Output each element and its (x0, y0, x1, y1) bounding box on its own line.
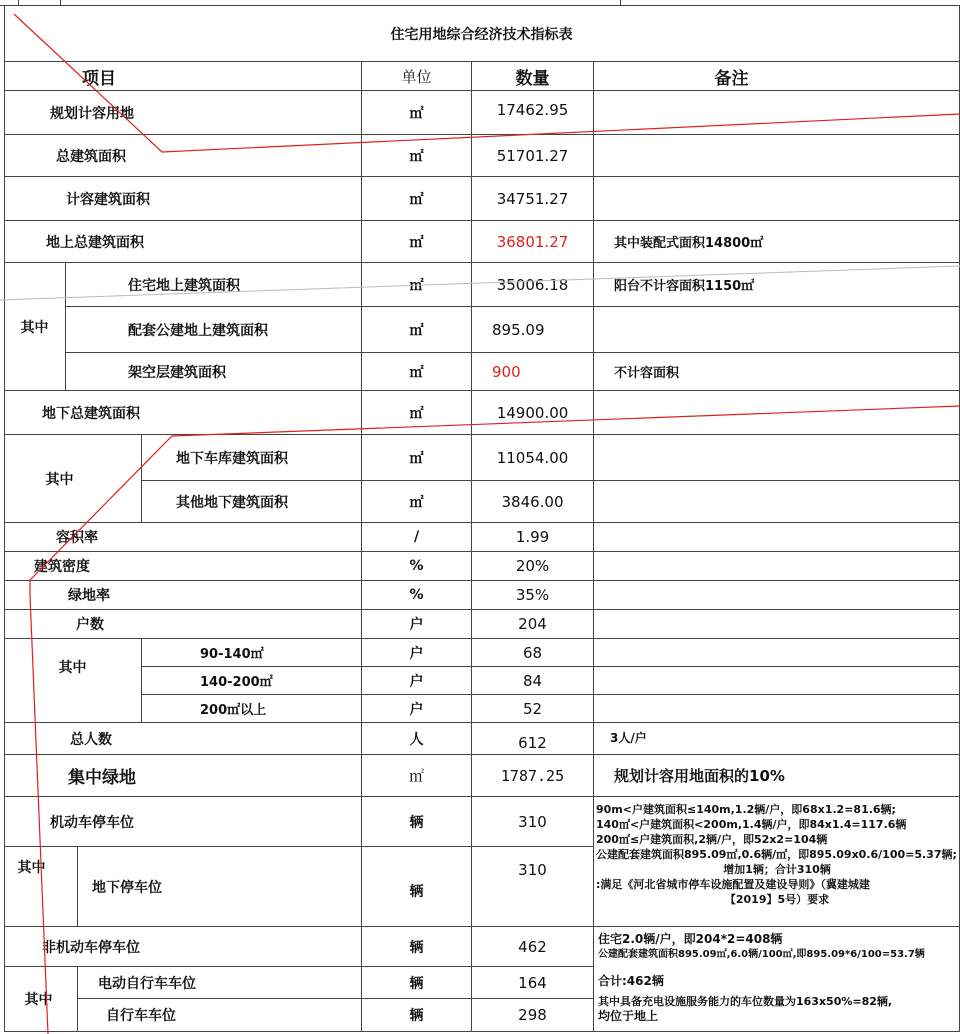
row-label: 总建筑面积 (4, 135, 362, 177)
row-quantity: 17462.95 (472, 91, 594, 135)
bike-note-line: 合计:462辆 (598, 974, 664, 988)
row-note (594, 523, 960, 552)
row-quantity: 204 (472, 610, 594, 639)
row-unit: 辆 (362, 797, 472, 847)
row-label: 地下总建筑面积 (4, 391, 362, 435)
row-quantity: 612 (472, 723, 594, 755)
row-label: 配套公建地上建筑面积 (66, 307, 362, 353)
row-label: 住宅地上建筑面积 (66, 263, 362, 307)
row-unit: ㎡ (362, 91, 472, 135)
row-unit: 辆 (362, 999, 472, 1032)
row-quantity: 34751.27 (472, 177, 594, 221)
row-quantity: 51701.27 (472, 135, 594, 177)
row-note (594, 391, 960, 435)
row-note (594, 135, 960, 177)
header-note: 备注 (594, 62, 960, 91)
row-quantity: 310 (472, 847, 594, 927)
parking-note-line: 140㎡<户建筑面积<200m,1.4辆/户，即84x1.4=117.6辆 (596, 818, 907, 831)
row-label: 地下车库建筑面积 (142, 435, 362, 481)
parking-note (596, 802, 958, 907)
row-unit: 人 (362, 723, 472, 755)
row-label: 机动车停车位 (4, 797, 362, 847)
row-unit: / (362, 523, 472, 552)
row-label: 建筑密度 (4, 552, 362, 581)
row-note: 不计容面积 (594, 353, 960, 391)
row-unit: ㎡ (362, 135, 472, 177)
row-quantity-highlight: 36801.27 (472, 221, 594, 263)
row-quantity: 462 (472, 927, 594, 967)
row-label: 200㎡以上 (142, 695, 362, 723)
row-quantity: 11054.00 (472, 435, 594, 481)
table-title: 住宅用地综合经济技术指标表 (4, 6, 960, 62)
bike-note (598, 932, 958, 1024)
header-item: 项目 (4, 62, 362, 91)
row-quantity: 35% (472, 581, 594, 610)
row-unit: % (362, 552, 472, 581)
group-label-households: 其中 (4, 639, 142, 723)
row-unit: 户 (362, 695, 472, 723)
row-unit: 辆 (362, 847, 472, 927)
parking-note-line: 公建配套建筑面积895.09㎡,0.6辆/㎡，即895.09x0.6/100=5.37辆; (596, 848, 957, 861)
row-label: 地上总建筑面积 (4, 221, 362, 263)
row-quantity: 895.09 (472, 307, 594, 353)
row-unit: % (362, 581, 472, 610)
row-note (594, 552, 960, 581)
row-label: 集中绿地 (4, 755, 362, 797)
row-quantity: 84 (472, 667, 594, 695)
row-note (594, 91, 960, 135)
row-quantity-highlight: 900 (472, 353, 594, 391)
row-note: 其中装配式面积14800㎡ (594, 221, 960, 263)
row-label: 户数 (4, 610, 362, 639)
row-quantity: 14900.00 (472, 391, 594, 435)
row-unit: 户 (362, 639, 472, 667)
row-unit: 辆 (362, 927, 472, 967)
bike-note-line: 均位于地上 (598, 1009, 659, 1023)
header-quantity: 数量 (472, 62, 594, 91)
row-note (594, 695, 960, 723)
row-quantity: 20% (472, 552, 594, 581)
row-label: 地下停车位 (78, 847, 362, 927)
row-label: 容积率 (4, 523, 362, 552)
row-label: 140-200㎡ (142, 667, 362, 695)
row-label: 自行车车位 (78, 999, 362, 1032)
parking-note-line: 增加1辆；合计310辆 (723, 863, 831, 876)
row-note (594, 481, 960, 523)
parking-note-line: 90m<户建筑面积≤140m,1.2辆/户，即68x1.2=81.6辆; (596, 803, 896, 816)
parking-note-line: 【2019】5号）要求 (724, 893, 830, 906)
row-unit: 户 (362, 667, 472, 695)
bike-note-line: 其中具备充电设施服务能力的车位数量为163x50%=82辆, (598, 995, 893, 1008)
row-label: 90-140㎡ (142, 639, 362, 667)
row-label: 规划计容用地 (4, 91, 362, 135)
bike-note-line: 公建配套建筑面积895.09㎡,6.0辆/100㎡,即895.09*6/100=53.7辆 (598, 949, 925, 960)
row-note: 阳台不计容面积1150㎡ (594, 263, 960, 307)
row-label: 非机动车停车位 (4, 927, 362, 967)
parking-note-line: :满足《河北省城市停车设施配置及建设导则》（冀建城建 (596, 878, 870, 891)
group-label-above-ground: 其中 (4, 263, 66, 391)
group-label-bikes: 其中 (4, 967, 78, 1032)
row-quantity: 68 (472, 639, 594, 667)
group-label-parking: 其中 (4, 847, 78, 927)
row-label: 总人数 (4, 723, 362, 755)
row-quantity: 164 (472, 967, 594, 999)
row-note: 规划计容用地面积的10% (594, 755, 960, 797)
row-label: 计容建筑面积 (4, 177, 362, 221)
group-label-underground: 其中 (4, 435, 142, 523)
row-label: 其他地下建筑面积 (142, 481, 362, 523)
row-unit: ㎡ (362, 177, 472, 221)
row-note (594, 435, 960, 481)
row-unit: ㎡ (362, 755, 472, 797)
row-quantity: 310 (472, 797, 594, 847)
row-unit: ㎡ (362, 481, 472, 523)
row-quantity: 35006.18 (472, 263, 594, 307)
row-unit: ㎡ (362, 391, 472, 435)
row-unit: ㎡ (362, 307, 472, 353)
row-label: 架空层建筑面积 (66, 353, 362, 391)
row-quantity: 52 (472, 695, 594, 723)
row-label: 电动自行车车位 (78, 967, 362, 999)
row-label: 绿地率 (4, 581, 362, 610)
row-unit: 辆 (362, 967, 472, 999)
parking-note-line: 200㎡≤户建筑面积,2辆/户，即52x2=104辆 (596, 833, 828, 846)
row-note (594, 307, 960, 353)
row-unit: ㎡ (362, 221, 472, 263)
row-quantity: 298 (472, 999, 594, 1032)
row-note: 3人/户 (594, 723, 960, 755)
row-unit: ㎡ (362, 353, 472, 391)
row-unit: ㎡ (362, 435, 472, 481)
row-note (594, 581, 960, 610)
row-note (594, 639, 960, 667)
row-quantity: 1787.25 (472, 755, 594, 797)
row-unit: 户 (362, 610, 472, 639)
row-unit: ㎡ (362, 263, 472, 307)
row-quantity: 3846.00 (472, 481, 594, 523)
header-unit: 单位 (362, 62, 472, 91)
row-note (594, 610, 960, 639)
row-note (594, 667, 960, 695)
bike-note-line: 住宅2.0辆/户，即204*2=408辆 (598, 932, 783, 946)
row-note (594, 177, 960, 221)
row-quantity: 1.99 (472, 523, 594, 552)
